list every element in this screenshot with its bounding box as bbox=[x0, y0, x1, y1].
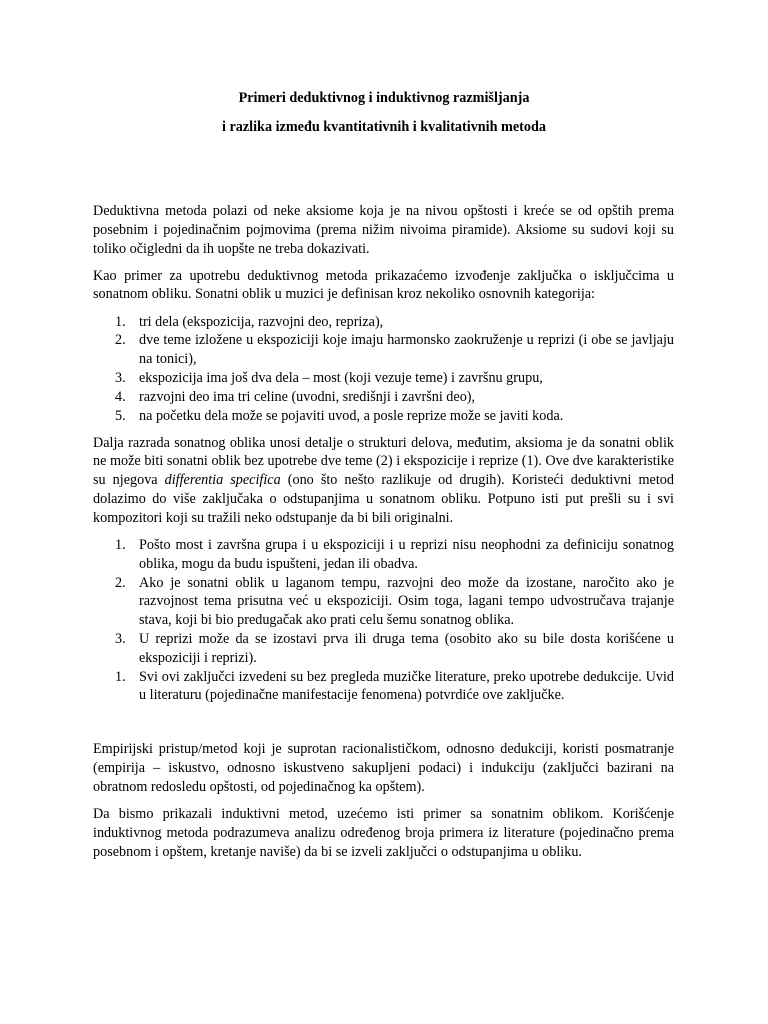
list-item-number: 2. bbox=[115, 574, 126, 591]
list-item bbox=[93, 668, 674, 706]
list-item-number: 2. bbox=[115, 332, 126, 349]
list-item-text: razvojni deo ima tri celine (uvodni, središnji i završni deo), bbox=[139, 388, 476, 405]
list-item-number: 4. bbox=[115, 388, 126, 405]
list-item-text: na početku dela može se pojaviti uvod, a posle reprize može se javiti koda. bbox=[139, 407, 564, 424]
list-item bbox=[93, 331, 674, 369]
list-item bbox=[93, 369, 674, 388]
list-item bbox=[93, 313, 674, 332]
list-item-text: tri dela (ekspozicija, razvojni deo, repriza), bbox=[139, 313, 384, 330]
paragraph-sonata-example-intro: Kao primer za upotrebu deduktivnog metoda prikazaćemo izvođenje zaključka o isključcima u sonatnom obliku. Sonatni oblik u muzici je definisan kroz nekoliko osnovnih kategorija: bbox=[93, 267, 674, 303]
paragraph-inductive-example: Da bismo prikazali induktivni metod, uzećemo isti primer sa sonatnim oblikom. Korišćenje induktivnog metoda podrazumeva analizu određenog broja primera iz literature (pojedinačno prema posebnom i opštem, kretanje naviše) da bi se izveli zaključci o odstupanjima u obliku. bbox=[93, 806, 674, 860]
list-item-text: U reprizi može da se izostavi prva ili druga tema (osobito ako su bile dosta korišćene u ekspoziciji i reprizi). bbox=[139, 630, 674, 666]
list-item-number: 1. bbox=[115, 536, 126, 553]
document-title-line-2: i razlika između kvantitativnih i kvalitativnih metoda bbox=[222, 119, 546, 135]
sonata-categories-list bbox=[93, 313, 674, 426]
list-item bbox=[93, 630, 674, 668]
paragraph-empirical-method: Empirijski pristup/metod koji je suprotan racionalističkom, odnosno dedukciji, koristi posmatranje (empirija – iskustvo, odnosno iskustveno sakupljeni podaci) i indukciju (zaključci bazirani na obratnom redosledu opštosti, od pojedinačnog ka opštem). bbox=[93, 741, 674, 795]
list-item-text: Svi ovi zaključci izvedeni su bez pregleda muzičke literature, preko upotrebe dedukcije. Uvid u literaturu (pojedinačne manifestacije fenomena) potvrdiće ove zaključke. bbox=[139, 668, 674, 704]
paragraph-differentia-specifica bbox=[93, 434, 674, 528]
list-item-text: Ako je sonatni oblik u laganom tempu, razvojni deo može da izostane, naročito ako je razvojnost tema prisutna već u ekspoziciji. Osim toga, lagani tempo udvostručava trajanje stava, koji bi bio predugačak ako prati celu šemu sonatnog oblika. bbox=[139, 574, 674, 629]
list-item-text: dve teme izložene u ekspoziciji koje imaju harmonsko zaokruženje u reprizi (i obe se javljaju na tonici), bbox=[139, 332, 674, 368]
list-item-number: 3. bbox=[115, 369, 126, 386]
list-item bbox=[93, 574, 674, 630]
list-item bbox=[93, 388, 674, 407]
paragraph-text: Dalja razrada sonatnog oblika unosi detalje o strukturi delova, međutim, aksioma je da sonatni oblik ne može biti sonatni oblik bez upotrebe dve teme (2) i ekspozicije i reprize (1). Ove dve karakteristike su njegova bbox=[93, 434, 674, 489]
paragraph-text: (ono što nešto razlikuje od drugih). Koristeći deduktivni metod dolazimo do više zaključaka o odstupanjima u sonatnom obliku. Potpuno isti put prešli su i svi kompozitori koji su tražili neko odstupanje da bi bili originalni. bbox=[93, 472, 674, 526]
list-item-text: ekspozicija ima još dva dela – most (koji vezuje teme) i završnu grupu, bbox=[139, 369, 543, 386]
document-title-line-1: Primeri deduktivnog i induktivnog razmišljanja bbox=[238, 90, 530, 106]
document-body bbox=[93, 202, 674, 870]
section-spacer bbox=[93, 713, 674, 740]
list-item-number: 3. bbox=[115, 630, 126, 647]
list-item bbox=[93, 407, 674, 426]
list-item-number: 1. bbox=[115, 668, 126, 685]
list-item-text: Pošto most i završna grupa i u ekspoziciji i u reprizi nisu neophodni za definiciju sonatnog oblika, mogu da budu ispušteni, jedan ili obadva. bbox=[139, 536, 674, 572]
list-item-number: 5. bbox=[115, 407, 126, 424]
paragraph-deductive-definition: Deduktivna metoda polazi od neke aksiome koja je na nivou opštosti i kreće se od opštih prema posebnim i pojedinačnim pojmovima (prema nižim nivoima piramide). Aksiome su sudovi koji su toliko očigledni da ih uopšte ne treba dokazivati. bbox=[93, 203, 674, 257]
deduction-conclusions-list bbox=[93, 536, 674, 705]
list-item-number: 1. bbox=[115, 313, 126, 330]
list-item bbox=[93, 536, 674, 574]
italic-term: differentia specifica bbox=[164, 472, 281, 489]
